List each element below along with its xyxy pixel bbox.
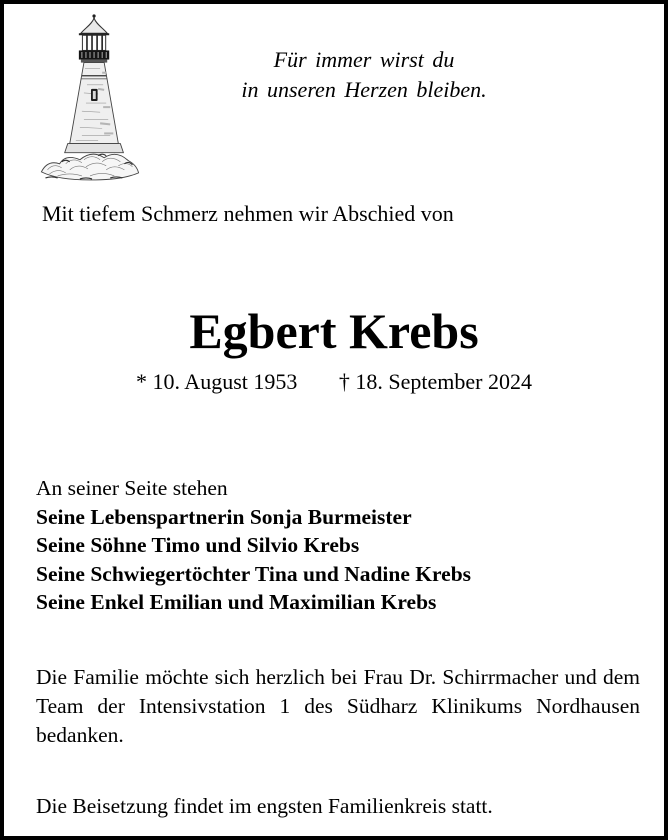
funeral-note: Die Beisetzung findet im engsten Familienkreis statt. [36,794,493,818]
family-member-line: Seine Lebenspartnerin Sonja Burmeister [36,504,412,529]
memorial-quote [124,45,604,105]
family-intro: An seiner Seite stehen [36,476,228,500]
birth-date: * 10. August 1953 [136,369,298,394]
quote-line-1: Für immer wirst du [273,47,455,72]
intro-line: Mit tiefem Schmerz nehmen wir Abschied von [42,201,454,226]
family-list [36,474,634,617]
quote-line-2: in unseren Herzen bleiben. [241,77,487,102]
family-member-line: Seine Enkel Emilian und Maximilian Krebs [36,590,437,614]
family-member-line: Seine Söhne Timo und Silvio Krebs [36,533,360,557]
death-date: † 18. September 2024 [338,369,532,394]
thanks-paragraph: Die Familie möchte sich herzlich bei Frau Dr. Schirrmacher und dem Team der Intensivstation 1 des Südharz Klinikums Nordhausen bedanken. [36,665,640,747]
life-dates [4,369,664,395]
family-member-line: Seine Schwiegertöchter Tina und Nadine Krebs [36,561,472,586]
deceased-name: Egbert Krebs [189,303,479,359]
